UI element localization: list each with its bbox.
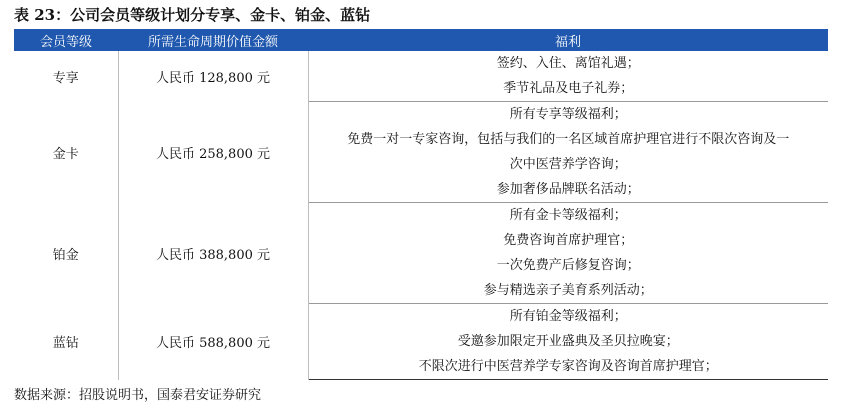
membership-table — [14, 29, 828, 380]
amount-cell: 人民币 258,800 元 — [118, 102, 308, 203]
benefit-line: 季节礼品及电子礼券； — [308, 76, 828, 102]
benefit-line: 所有铂金等级福利； — [509, 309, 627, 324]
level-cell: 专享 — [14, 51, 118, 102]
table-row — [14, 102, 828, 128]
benefit-line: 受邀参加限定开业盛典及圣贝拉晚宴； — [457, 334, 679, 349]
header-row — [14, 29, 828, 51]
benefit-line: 签约、入住、离馆礼遇； — [496, 56, 640, 71]
amount-cell: 人民币 388,800 元 — [118, 203, 308, 304]
benefit-line: 不限次进行中医营养学专家咨询及咨询首席护理官； — [308, 354, 828, 380]
benefit-line: 参与精选亲子美育系列活动； — [308, 278, 828, 304]
benefit-line: 免费咨询首席护理官； — [503, 233, 634, 248]
benefit-line: 一次免费产后修复咨询； — [496, 258, 640, 273]
benefit-line: 所有金卡等级福利； — [509, 208, 627, 223]
table-row — [14, 304, 828, 330]
table-body — [14, 51, 828, 380]
source-note: 数据来源：招股说明书，国泰君安证券研究 — [14, 388, 262, 403]
amount-cell: 人民币 588,800 元 — [118, 304, 308, 380]
table-title: 表 23：公司会员等级计划分专享、金卡、铂金、蓝钻 — [14, 6, 371, 24]
header-level: 会员等级 — [14, 29, 118, 51]
level-cell: 金卡 — [14, 102, 118, 203]
benefit-line: 所有专享等级福利； — [509, 107, 627, 122]
level-cell: 铂金 — [14, 203, 118, 304]
benefit-line: 次中医营养学咨询； — [509, 157, 627, 172]
amount-cell: 人民币 128,800 元 — [118, 51, 308, 102]
table-row — [14, 203, 828, 229]
benefit-line: 免费一对一专家咨询，包括与我们的一名区域首席护理官进行不限次咨询及一 — [347, 132, 790, 147]
header-benefits: 福利 — [308, 29, 828, 51]
level-cell: 蓝钻 — [14, 304, 118, 380]
header-amount: 所需生命周期价值金额 — [118, 29, 308, 51]
benefit-line: 参加奢侈品牌联名活动； — [308, 177, 828, 203]
table-row — [14, 51, 828, 76]
